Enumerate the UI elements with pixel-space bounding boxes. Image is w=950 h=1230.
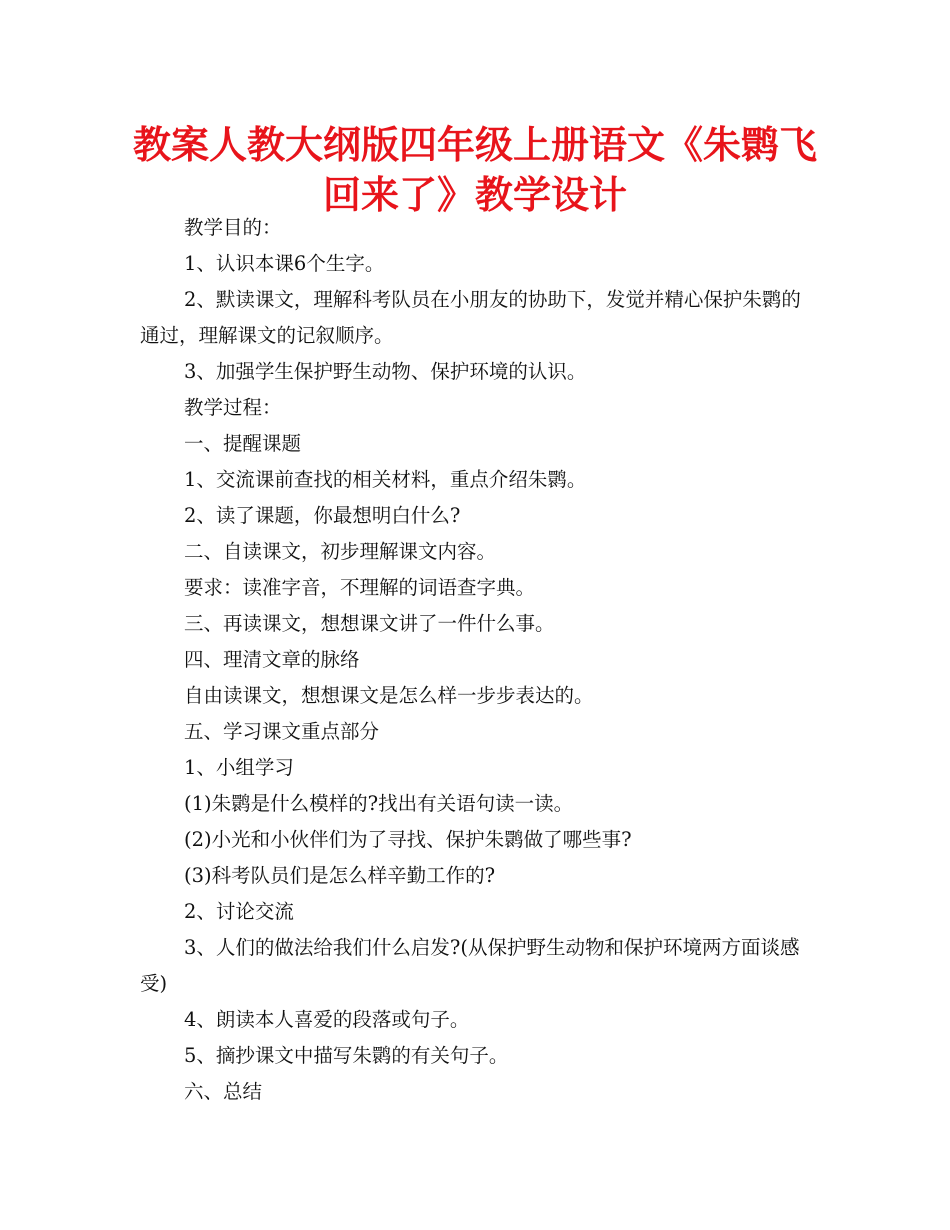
paragraph: 5、摘抄课文中描写朱鹮的有关句子。 bbox=[184, 1044, 509, 1067]
paragraph: 四、理清文章的脉络 bbox=[184, 648, 360, 671]
paragraph: 3、人们的做法给我们什么启发?(从保护野生动物和保护环境两方面谈感受) bbox=[140, 936, 800, 995]
paragraph: 2、讨论交流 bbox=[184, 900, 294, 923]
paragraph: 教学目的： bbox=[184, 216, 282, 239]
paragraph: 1、交流课前查找的相关材料，重点介绍朱鹮。 bbox=[184, 468, 587, 491]
paragraph: 要求：读准字音，不理解的词语查字典。 bbox=[184, 576, 536, 599]
paragraph: 1、认识本课6个生字。 bbox=[184, 252, 385, 275]
paragraph: (1)朱鹮是什么模样的?找出有关语句读一读。 bbox=[184, 792, 574, 815]
paragraph: 4、朗读本人喜爱的段落或句子。 bbox=[184, 1008, 470, 1031]
paragraph: 2、默读课文，理解科考队员在小朋友的协助下，发觉并精心保护朱鹮的通过，理解课文的记叙顺序。 bbox=[140, 288, 801, 347]
paragraph: 二、自读课文，初步理解课文内容。 bbox=[184, 540, 497, 563]
paragraph: 2、读了课题，你最想明白什么? bbox=[184, 504, 461, 527]
document-title: 教案人教大纲版四年级上册语文《朱鹮飞回来了》教学设计 bbox=[132, 123, 817, 217]
paragraph: 五、学习课文重点部分 bbox=[184, 720, 380, 743]
paragraph: 自由读课文，想想课文是怎么样一步步表达的。 bbox=[184, 684, 594, 707]
paragraph: 1、小组学习 bbox=[184, 756, 294, 779]
document-body bbox=[140, 210, 820, 1110]
paragraph: 3、加强学生保护野生动物、保护环境的认识。 bbox=[184, 360, 587, 383]
paragraph: (2)小光和小伙伴们为了寻找、保护朱鹮做了哪些事? bbox=[184, 828, 632, 851]
paragraph: 三、再读课文，想想课文讲了一件什么事。 bbox=[184, 612, 555, 635]
paragraph: 一、提醒课题 bbox=[184, 432, 302, 455]
paragraph: 六、总结 bbox=[184, 1080, 263, 1103]
paragraph: (3)科考队员们是怎么样辛勤工作的? bbox=[184, 864, 496, 887]
paragraph: 教学过程： bbox=[184, 396, 282, 419]
